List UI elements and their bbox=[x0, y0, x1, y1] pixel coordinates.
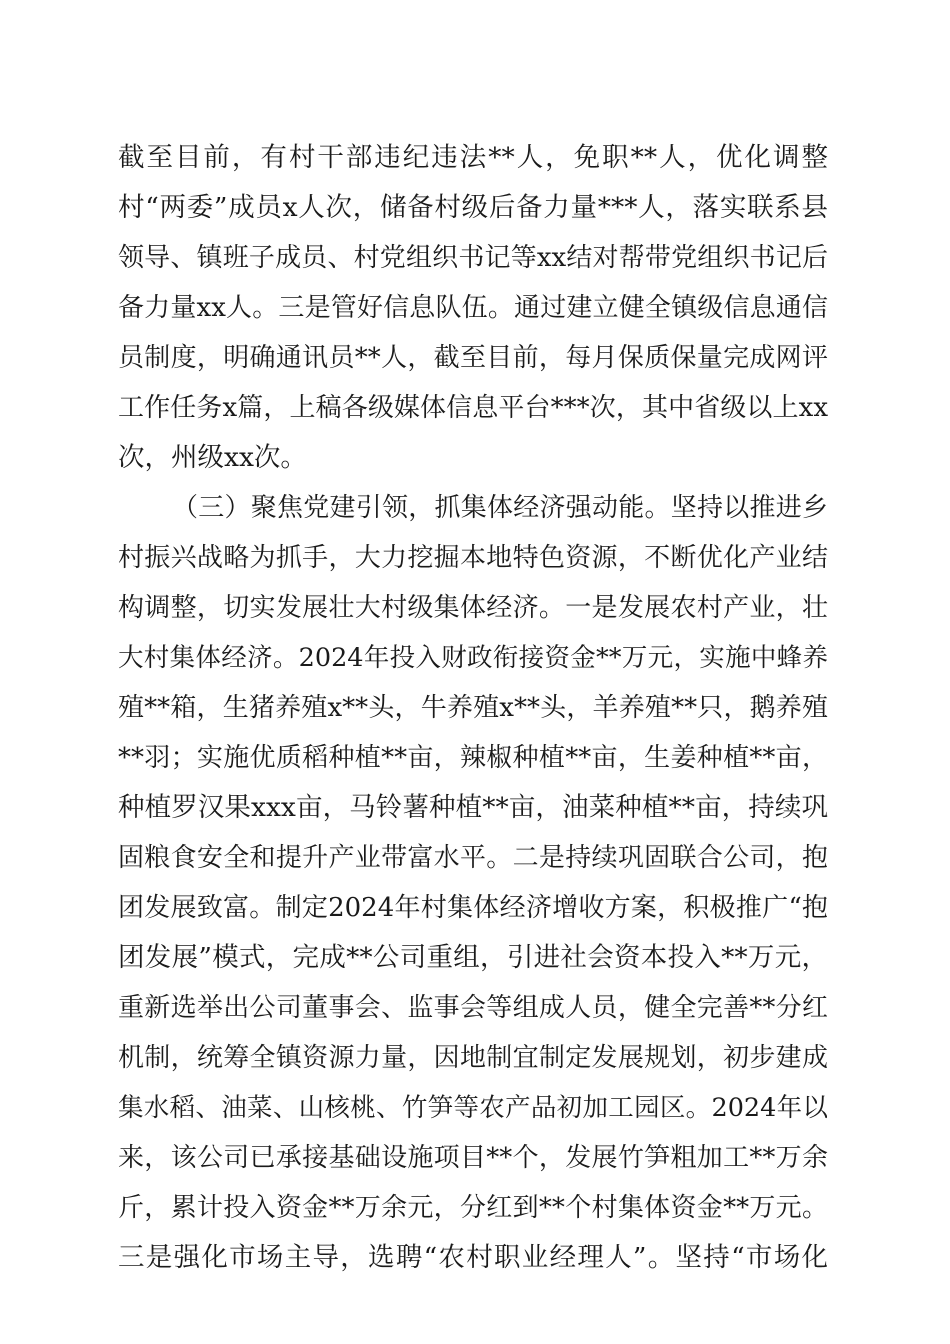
text-line: 斤，累计投入资金**万余元，分红到**个村集体资金**万元。 bbox=[118, 1193, 828, 1223]
text-line: 重新选举出公司董事会、监事会等组成人员，健全完善**分红 bbox=[118, 993, 828, 1023]
text-line: 工作任务x篇，上稿各级媒体信息平台***次，其中省级以上xx bbox=[118, 393, 828, 423]
text-line: 团发展致富。制定2024年村集体经济增收方案，积极推广“抱 bbox=[118, 893, 828, 923]
text-line: 来，该公司已承接基础设施项目**个，发展竹笋粗加工**万余 bbox=[118, 1143, 828, 1173]
text-line: 机制，统筹全镇资源力量，因地制宜制定发展规划，初步建成 bbox=[118, 1043, 828, 1073]
text-line: 大村集体经济。2024年投入财政衔接资金**万元，实施中蜂养 bbox=[118, 643, 828, 673]
text-line: 三是强化市场主导，选聘“农村职业经理人”。坚持“市场化 bbox=[118, 1242, 828, 1273]
text-line: 村“两委”成员x人次，储备村级后备力量***人，落实联系县 bbox=[118, 192, 828, 223]
text-line: 次，州级xx次。 bbox=[118, 442, 307, 473]
text-line: 殖**箱，生猪养殖x**头，牛养殖x**头，羊养殖**只，鹅养殖 bbox=[118, 693, 828, 723]
section-heading-line: （三）聚焦党建引领，抓集体经济强动能。坚持以推进乡 bbox=[172, 493, 828, 523]
text-line: **羽；实施优质稻种植**亩，辣椒种植**亩，生姜种植**亩， bbox=[118, 743, 828, 773]
text-line: 村振兴战略为抓手，大力挖掘本地特色资源，不断优化产业结 bbox=[118, 543, 828, 573]
text-line: 种植罗汉果xxx亩，马铃薯种植**亩，油菜种植**亩，持续巩 bbox=[118, 792, 828, 823]
text-line: 构调整，切实发展壮大村级集体经济。一是发展农村产业，壮 bbox=[118, 593, 828, 623]
text-line: 截至目前，有村干部违纪违法**人，免职**人，优化调整 bbox=[118, 142, 828, 173]
text-line: 员制度，明确通讯员**人，截至目前，每月保质保量完成网评 bbox=[118, 343, 828, 373]
text-line: 领导、镇班子成员、村党组织书记等xx结对帮带党组织书记后 bbox=[118, 243, 828, 273]
text-line: 集水稻、油菜、山核桃、竹笋等农产品初加工园区。2024年以 bbox=[118, 1093, 828, 1123]
text-line: 团发展”模式，完成**公司重组，引进社会资本投入**万元， bbox=[118, 942, 828, 973]
text-line: 固粮食安全和提升产业带富水平。二是持续巩固联合公司，抱 bbox=[118, 843, 828, 873]
text-line: 备力量xx人。三是管好信息队伍。通过建立健全镇级信息通信 bbox=[118, 293, 828, 323]
